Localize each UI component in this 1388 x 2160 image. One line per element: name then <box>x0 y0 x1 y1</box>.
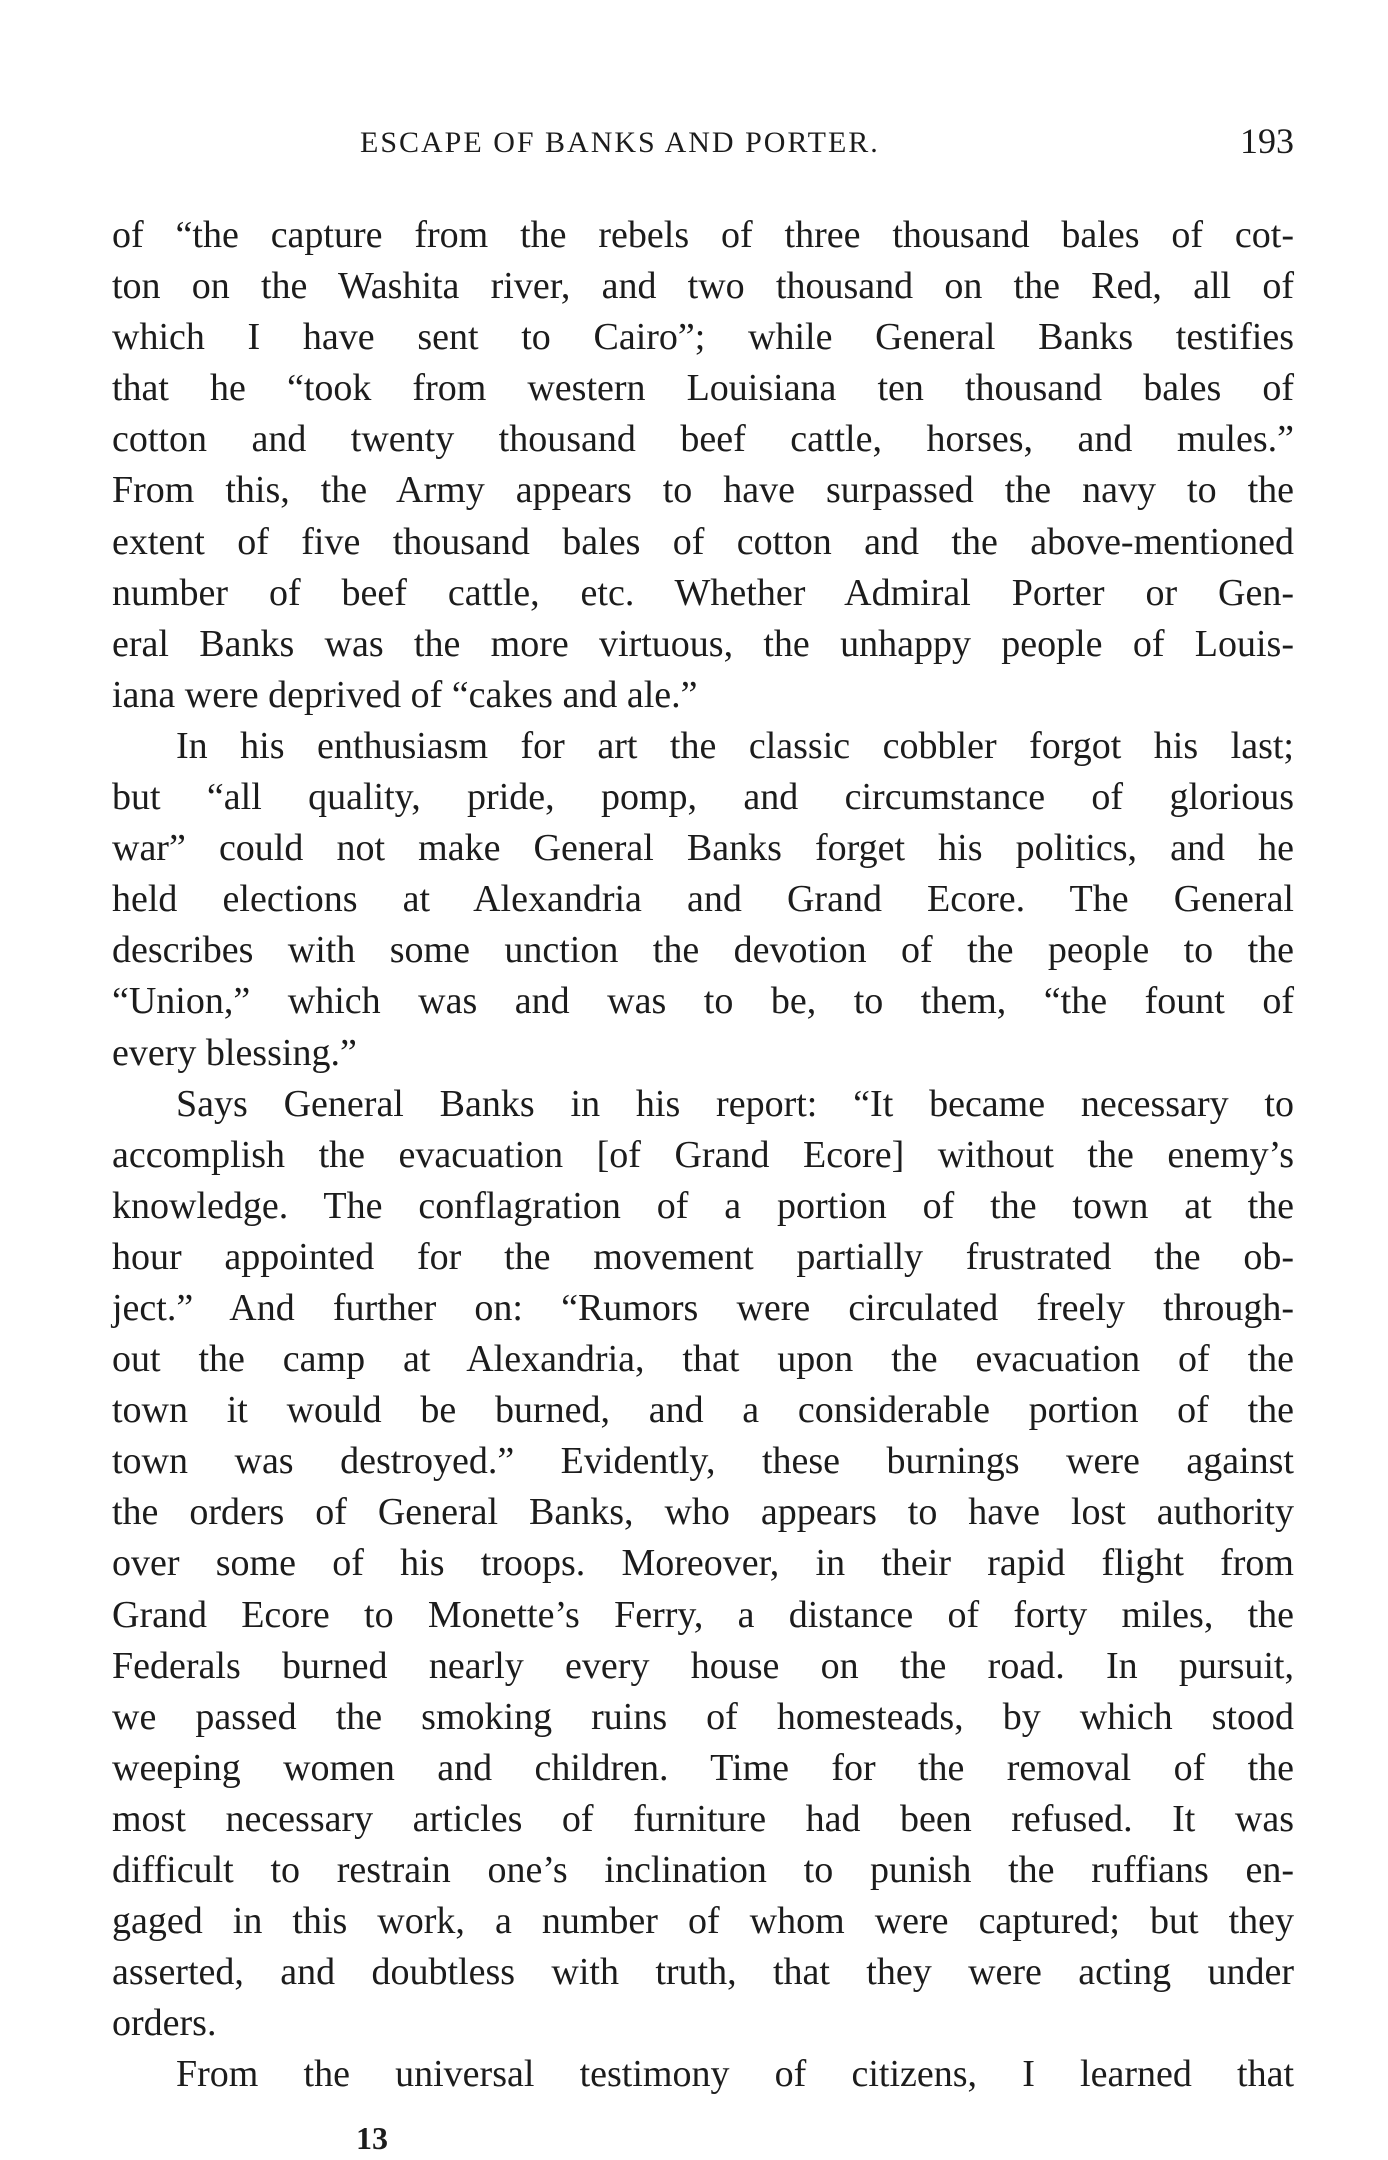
running-title: ESCAPE OF BANKS AND PORTER. <box>360 126 880 159</box>
text-line: ton on the Washita river, and two thousand on the Red, all of <box>112 265 1294 308</box>
text-line: town it would be burned, and a considerable portion of the <box>112 1389 1294 1432</box>
text-line: “Union,” which was and was to be, to them, “the fount of <box>112 980 1294 1023</box>
text-line: Federals burned nearly every house on the road. In pursuit, <box>112 1644 1294 1687</box>
signature-mark: 13 <box>356 2120 388 2156</box>
text-line: iana were deprived of “cakes and ale.” <box>112 673 698 716</box>
text-line: gaged in this work, a number of whom were captured; but they <box>112 1900 1294 1943</box>
text-line: we passed the smoking ruins of homesteads, by which stood <box>112 1695 1294 1738</box>
text-line: but “all quality, pride, pomp, and circumstance of glorious <box>112 776 1294 819</box>
text-line: extent of five thousand bales of cotton and the above-mentioned <box>112 520 1294 563</box>
text-line: town was destroyed.” Evidently, these burnings were against <box>112 1440 1294 1483</box>
page-number: 193 <box>1240 121 1294 161</box>
body-text <box>112 210 1294 2100</box>
text-line: eral Banks was the more virtuous, the unhappy people of Louis- <box>112 622 1294 665</box>
text-line: the orders of General Banks, who appears to have lost authority <box>112 1491 1294 1534</box>
text-line: hour appointed for the movement partially frustrated the ob- <box>112 1235 1294 1278</box>
text-line: out the camp at Alexandria, that upon the evacuation of the <box>112 1338 1294 1381</box>
text-line: of “the capture from the rebels of three thousand bales of cot- <box>112 214 1294 256</box>
text-line: From the universal testimony of citizens, I learned that <box>176 2053 1294 2096</box>
text-line: every blessing.” <box>112 1031 357 1074</box>
text-line: difficult to restrain one’s inclination to punish the ruffians en- <box>112 1849 1294 1891</box>
text-line: describes with some unction the devotion of the people to the <box>112 929 1294 972</box>
running-head <box>112 120 1294 170</box>
text-line: asserted, and doubtless with truth, that they were acting under <box>112 1951 1294 1994</box>
text-line: number of beef cattle, etc. Whether Admiral Porter or Gen- <box>112 571 1294 614</box>
text-line: which I have sent to Cairo”; while General Banks testifies <box>112 316 1294 359</box>
text-line: cotton and twenty thousand beef cattle, horses, and mules.” <box>112 418 1294 461</box>
text-line: war” could not make General Banks forget his politics, and he <box>112 827 1294 870</box>
text-line: over some of his troops. Moreover, in their rapid flight from <box>112 1542 1294 1585</box>
text-line: weeping women and children. Time for the removal of the <box>112 1746 1294 1789</box>
text-line: ject.” And further on: “Rumors were circulated freely through- <box>112 1286 1294 1329</box>
text-line: In his enthusiasm for art the classic cobbler forgot his last; <box>176 724 1294 767</box>
text-line: most necessary articles of furniture had been refused. It was <box>112 1797 1294 1840</box>
text-line: Grand Ecore to Monette’s Ferry, a distance of forty miles, the <box>112 1593 1294 1636</box>
text-line: Says General Banks in his report: “It became necessary to <box>176 1082 1294 1125</box>
text-line: orders. <box>112 2002 217 2045</box>
text-line: From this, the Army appears to have surpassed the navy to the <box>112 469 1294 512</box>
text-line: accomplish the evacuation [of Grand Ecore] without the enemy’s <box>112 1133 1294 1176</box>
text-line: held elections at Alexandria and Grand Ecore. The General <box>112 878 1294 921</box>
text-line: that he “took from western Louisiana ten thousand bales of <box>112 367 1294 410</box>
text-line: knowledge. The conflagration of a portion of the town at the <box>112 1184 1294 1227</box>
